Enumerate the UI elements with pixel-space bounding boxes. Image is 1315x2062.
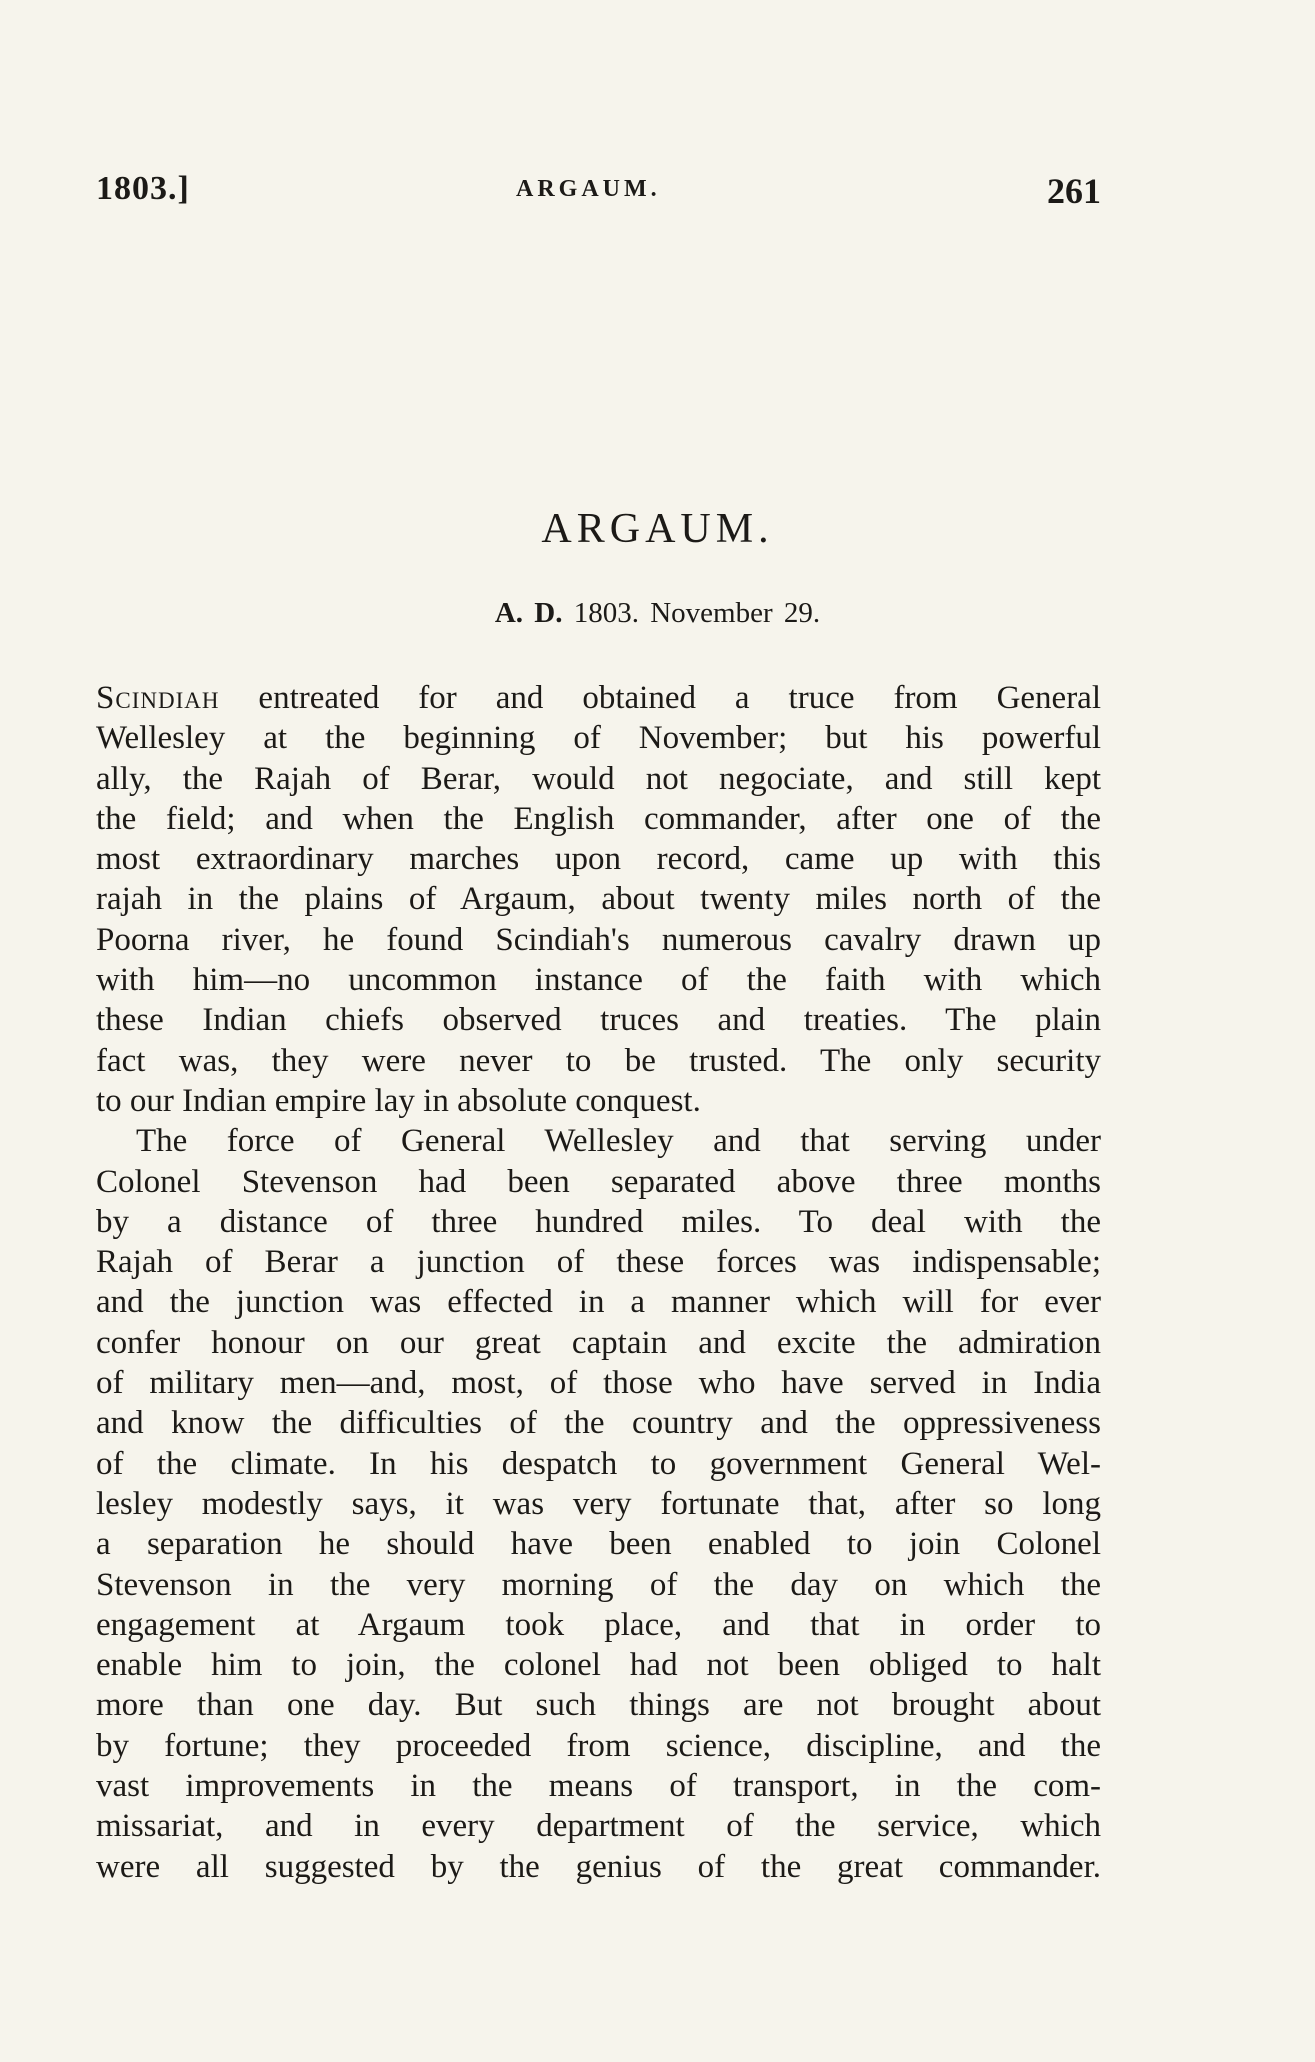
chapter-date-value: 1803. November 29. — [573, 597, 821, 629]
text-line: enable him to join, the colonel had not been obliged to halt — [96, 1647, 1101, 1684]
text-line-content: entreated for and obtained a truce from General — [258, 680, 1101, 716]
text-line: more than one day. But such things are not brought about — [96, 1687, 1101, 1724]
text-line: with him—no uncommon instance of the faith with which — [96, 962, 1101, 999]
text-line: lesley modestly says, it was very fortunate that, after so long — [96, 1485, 1101, 1522]
text-line: confer honour on our great captain and excite the admiration — [96, 1324, 1101, 1361]
text-line: Rajah of Berar a junction of these forces was indispensable; — [96, 1244, 1101, 1281]
text-line: were all suggested by the genius of the great commander. — [96, 1848, 1101, 1885]
text-line: fact was, they were never to be trusted. The only security — [96, 1042, 1101, 1079]
text-line: by a distance of three hundred miles. To deal with the — [96, 1203, 1101, 1240]
running-head-title: ARGAUM. — [516, 176, 661, 202]
text-line: Colonel Stevenson had been separated above three months — [96, 1163, 1101, 1200]
paragraph-2 — [96, 1121, 1101, 1887]
text-line: by fortune; they proceeded from science, discipline, and the — [96, 1727, 1101, 1764]
text-line: of military men—and, most, of those who have served in India — [96, 1365, 1101, 1402]
text-line: Wellesley at the beginning of November; but his powerful — [96, 720, 1101, 757]
text-line: engagement at Argaum took place, and that in order to — [96, 1606, 1101, 1643]
lead-word: Scindiah — [96, 680, 220, 716]
text-line: of the climate. In his despatch to government General Wel- — [96, 1445, 1101, 1482]
text-line: The force of General Wellesley and that serving under — [136, 1123, 1101, 1160]
page-number: 261 — [1047, 171, 1101, 211]
text-line: rajah in the plains of Argaum, about twenty miles north of the — [96, 881, 1101, 918]
text-line: and know the difficulties of the country and the oppressiveness — [96, 1405, 1101, 1442]
text-line: missariat, and in every department of the service, which — [96, 1808, 1101, 1845]
text-line: and the junction was effected in a manner which will for ever — [96, 1284, 1101, 1321]
body-text — [96, 678, 1101, 1887]
chapter-title: ARGAUM. — [541, 506, 774, 552]
running-head — [96, 170, 1101, 210]
text-line: most extraordinary marches upon record, came up with this — [96, 841, 1101, 878]
text-line: to our Indian empire lay in absolute conquest. — [96, 1082, 701, 1119]
text-line: vast improvements in the means of transport, in the com- — [96, 1768, 1101, 1805]
text-line — [96, 678, 1101, 718]
text-line: these Indian chiefs observed truces and treaties. The plain — [96, 1002, 1101, 1039]
text-line: ally, the Rajah of Berar, would not negociate, and still kept — [96, 760, 1101, 797]
text-line: a separation he should have been enabled to join Colonel — [96, 1526, 1101, 1563]
paragraph-1 — [96, 678, 1101, 1121]
chapter-date — [0, 597, 1315, 630]
text-line: Poorna river, he found Scindiah's numerous cavalry drawn up — [96, 921, 1101, 958]
text-line: Stevenson in the very morning of the day on which the — [96, 1566, 1101, 1603]
chapter-date-era: A. D. — [494, 597, 563, 629]
running-head-year: 1803.] — [96, 170, 190, 207]
text-line: the field; and when the English commander, after one of the — [96, 800, 1101, 837]
